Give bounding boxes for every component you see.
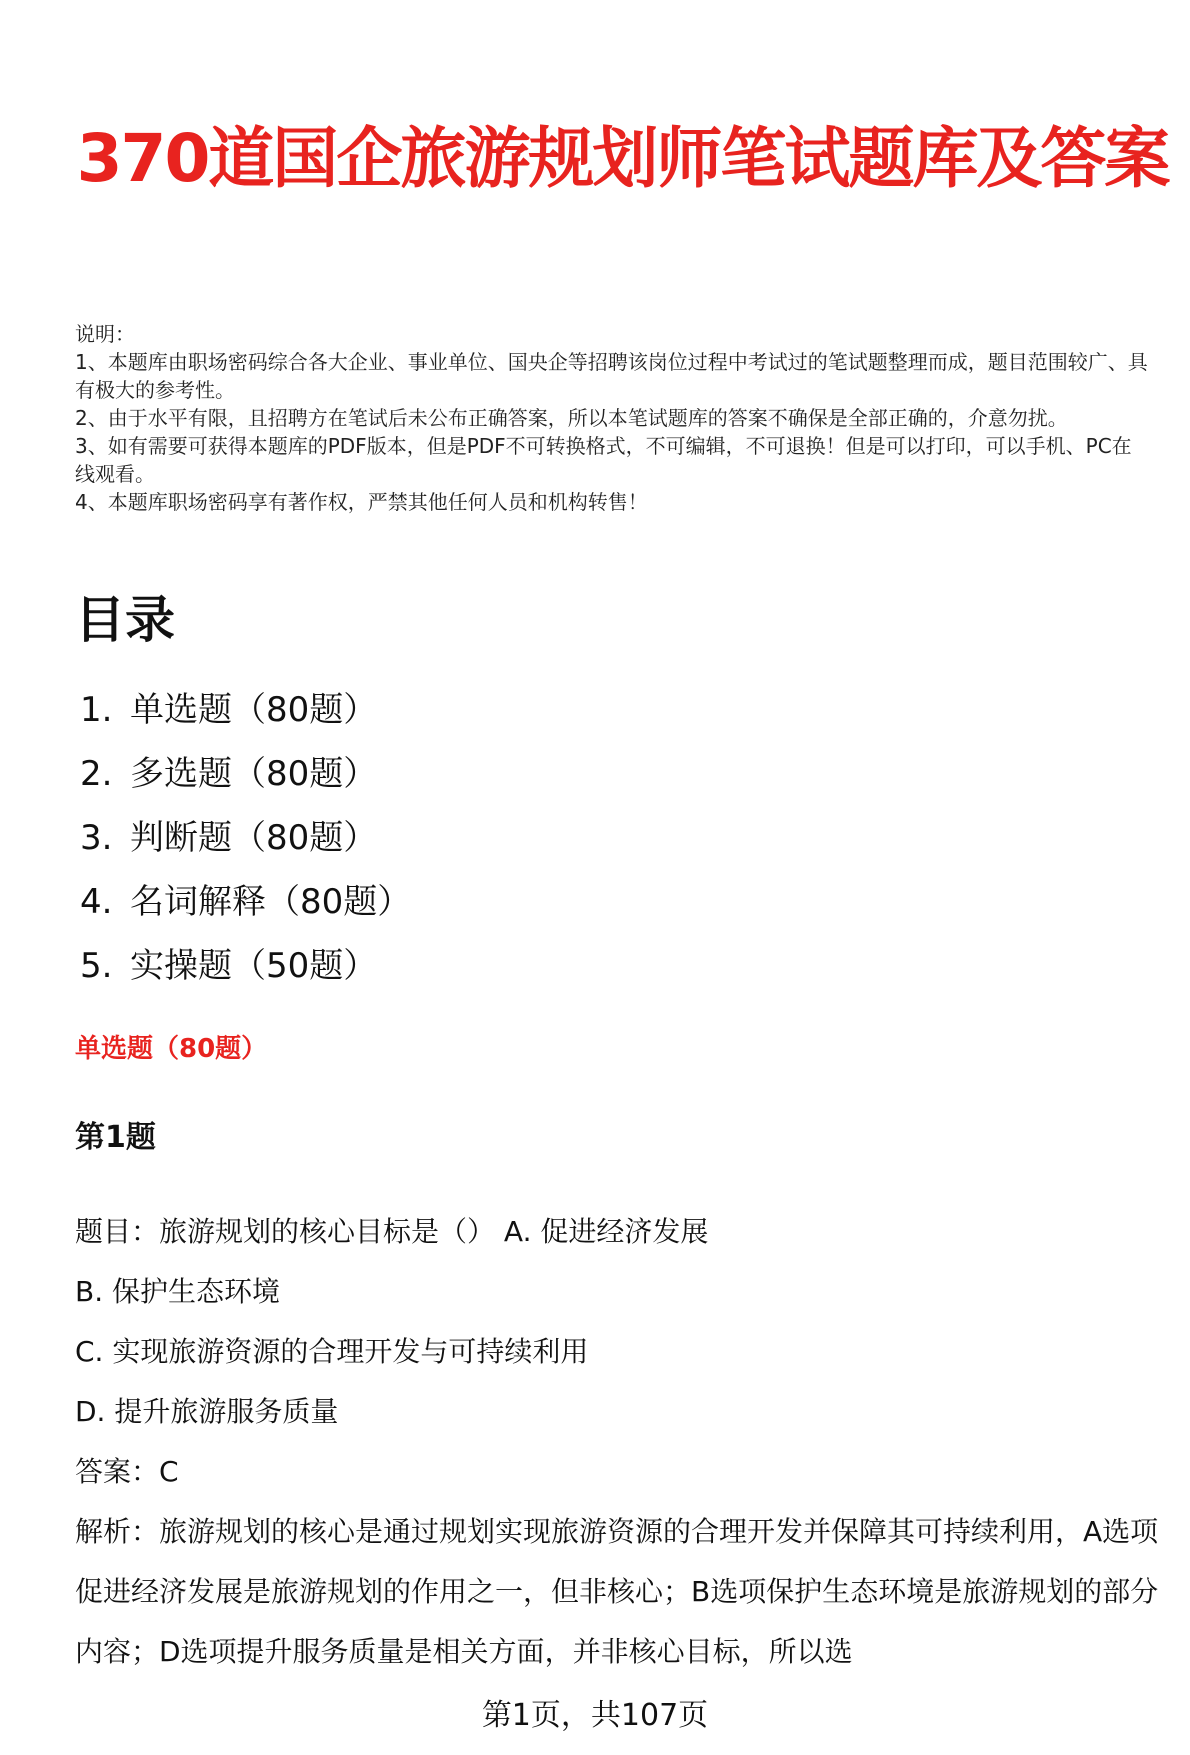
toc-item-number: 5. xyxy=(80,946,113,986)
notes-heading: 说明： xyxy=(75,322,135,346)
toc-item-number: 4. xyxy=(80,882,113,922)
question-stem: 题目：旅游规划的核心目标是（） A. 促进经济发展 xyxy=(75,1215,709,1248)
notes-block xyxy=(75,320,1150,516)
toc-list xyxy=(80,678,411,998)
question-option: C. 实现旅游资源的合理开发与可持续利用 xyxy=(75,1335,589,1368)
toc-item[interactable] xyxy=(80,934,411,998)
note-item-2: 2、由于水平有限，且招聘方在笔试后未公布正确答案，所以本笔试题库的答案不确保是全部正确的，介意勿扰。 xyxy=(75,406,1068,430)
toc-item-number: 3. xyxy=(80,818,113,858)
toc-heading: 目录 xyxy=(75,591,175,649)
toc-item-label: 判断题（80题） xyxy=(130,818,378,858)
toc-item[interactable] xyxy=(80,742,411,806)
toc-item-number: 2. xyxy=(80,754,113,794)
toc-item[interactable] xyxy=(80,678,411,742)
toc-item-label: 多选题（80题） xyxy=(130,754,378,794)
toc-item-label: 实操题（50题） xyxy=(130,946,378,986)
note-item-1: 1、本题库由职场密码综合各大企业、事业单位、国央企等招聘该岗位过程中考试过的笔试题整理而成，题目范围较广、具有极大的参考性。 xyxy=(75,350,1148,402)
question-number: 第1题 xyxy=(75,1120,156,1155)
question-answer: 答案：C xyxy=(75,1455,179,1488)
document-title: 370道国企旅游规划师笔试题库及答案 xyxy=(76,120,1169,197)
toc-item[interactable] xyxy=(80,806,411,870)
question-option: B. 保护生态环境 xyxy=(75,1275,281,1308)
toc-item-label: 单选题（80题） xyxy=(130,690,378,730)
toc-item-label: 名词解释（80题） xyxy=(130,882,412,922)
note-item-3: 3、如有需要可获得本题库的PDF版本，但是PDF不可转换格式，不可编辑，不可退换！但是可以打印，可以手机、PC在线观看。 xyxy=(75,434,1132,486)
toc-item-number: 1. xyxy=(80,690,113,730)
question-analysis: 解析：旅游规划的核心是通过规划实现旅游资源的合理开发并保障其可持续利用，A选项促进经济发展是旅游规划的作用之一，但非核心；B选项保护生态环境是旅游规划的部分内容；D选项提升服务质量是相关方面，并非核心目标，所以选 xyxy=(75,1515,1159,1668)
question-option: D. 提升旅游服务质量 xyxy=(75,1395,339,1428)
toc-item[interactable] xyxy=(80,870,411,934)
page-footer: 第1页，共107页 xyxy=(481,1698,709,1733)
question-block xyxy=(75,1202,1160,1682)
section-title: 单选题（80题） xyxy=(75,1034,268,1064)
note-item-4: 4、本题库职场密码享有著作权，严禁其他任何人员和机构转售！ xyxy=(75,490,648,514)
